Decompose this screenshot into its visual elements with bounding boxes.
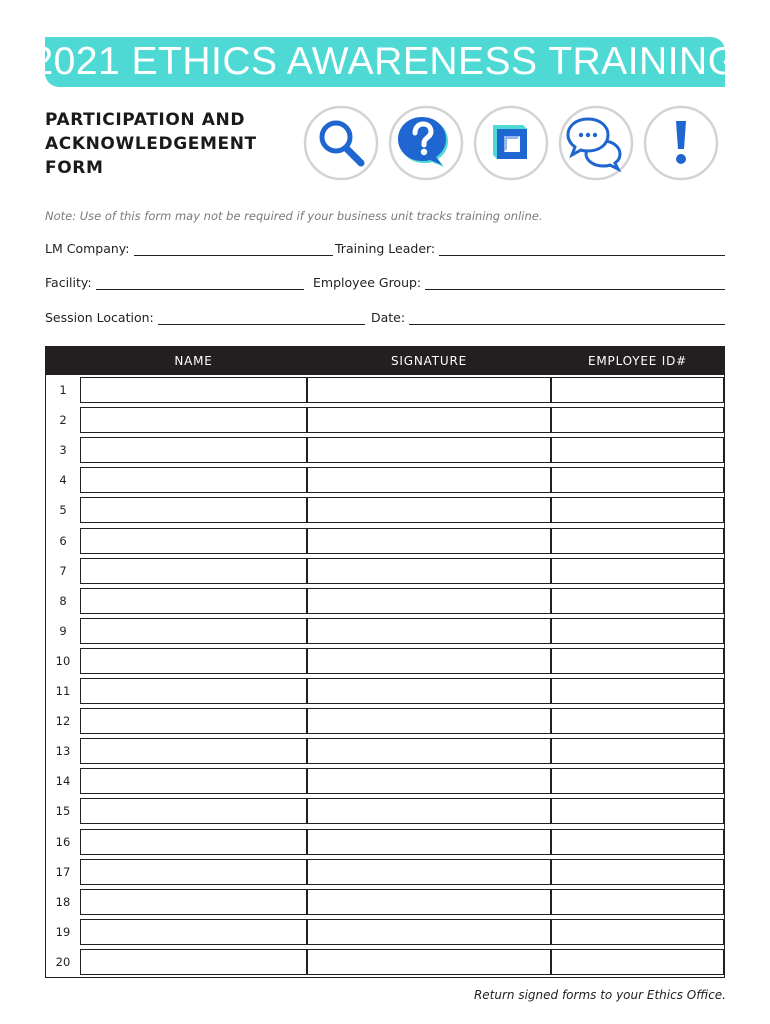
table-row <box>46 405 724 435</box>
table-row <box>46 887 724 917</box>
signature-cell[interactable] <box>307 648 551 674</box>
signature-cell[interactable] <box>307 467 551 493</box>
name-cell[interactable] <box>80 467 307 493</box>
row-number: 13 <box>55 744 71 759</box>
row-number: 15 <box>55 804 71 819</box>
session-location-field[interactable] <box>45 307 365 325</box>
signature-cell[interactable] <box>307 618 551 644</box>
date-line <box>409 310 725 325</box>
employee-id-cell[interactable] <box>551 618 724 644</box>
table-row <box>46 827 724 857</box>
employee-id-cell[interactable] <box>551 708 724 734</box>
date-label: Date: <box>371 310 406 325</box>
signature-cell[interactable] <box>307 798 551 824</box>
name-cell[interactable] <box>80 859 307 885</box>
table-row <box>46 796 724 826</box>
name-cell[interactable] <box>80 738 307 764</box>
row-number: 19 <box>55 924 71 939</box>
name-cell[interactable] <box>80 437 307 463</box>
name-cell[interactable] <box>80 558 307 584</box>
row-number: 12 <box>55 714 71 729</box>
form-title-line-2: ACKNOWLEDGEMENT <box>45 134 257 154</box>
signature-cell[interactable] <box>307 889 551 915</box>
table-row <box>46 375 724 405</box>
employee-id-cell[interactable] <box>551 798 724 824</box>
row-number: 14 <box>55 774 71 789</box>
name-cell[interactable] <box>80 829 307 855</box>
name-cell[interactable] <box>80 919 307 945</box>
field-row-1 <box>45 238 725 256</box>
employee-id-cell[interactable] <box>551 768 724 794</box>
form-title <box>45 108 257 180</box>
table-row <box>46 646 724 676</box>
signature-cell[interactable] <box>307 919 551 945</box>
date-field[interactable] <box>371 307 725 325</box>
name-cell[interactable] <box>80 407 307 433</box>
training-leader-line <box>439 241 725 256</box>
signature-cell[interactable] <box>307 949 551 975</box>
table-row <box>46 526 724 556</box>
row-number: 6 <box>59 533 67 548</box>
title-banner <box>31 37 739 87</box>
form-title-line-1: PARTICIPATION AND <box>45 110 246 130</box>
row-number: 16 <box>55 834 71 849</box>
name-cell[interactable] <box>80 648 307 674</box>
signature-cell[interactable] <box>307 738 551 764</box>
employee-id-cell[interactable] <box>551 949 724 975</box>
exclamation-icon <box>643 105 719 181</box>
signature-cell[interactable] <box>307 829 551 855</box>
form-title-line-3: FORM <box>45 158 104 178</box>
magnifier-icon <box>303 105 379 181</box>
row-number: 4 <box>59 473 67 488</box>
row-number: 1 <box>59 383 67 398</box>
signature-cell[interactable] <box>307 678 551 704</box>
table-row <box>46 465 724 495</box>
name-cell[interactable] <box>80 678 307 704</box>
employee-id-cell[interactable] <box>551 738 724 764</box>
signature-cell[interactable] <box>307 497 551 523</box>
row-number: 20 <box>55 954 71 969</box>
row-number: 10 <box>55 653 71 668</box>
participant-table <box>45 346 725 978</box>
table-row <box>46 586 724 616</box>
employee-id-cell[interactable] <box>551 467 724 493</box>
name-cell[interactable] <box>80 618 307 644</box>
name-cell[interactable] <box>80 588 307 614</box>
row-number: 17 <box>55 864 71 879</box>
row-number: 7 <box>59 563 67 578</box>
icon-strip <box>303 105 723 185</box>
name-cell[interactable] <box>80 949 307 975</box>
name-cell[interactable] <box>80 768 307 794</box>
employee-id-cell[interactable] <box>551 558 724 584</box>
training-leader-field[interactable] <box>335 238 725 256</box>
employee-id-cell[interactable] <box>551 919 724 945</box>
field-row-2 <box>45 272 725 290</box>
session-location-label: Session Location: <box>45 310 154 325</box>
training-leader-label: Training Leader: <box>335 241 436 256</box>
square-frame-icon <box>473 105 549 181</box>
session-location-line <box>158 310 365 325</box>
name-cell[interactable] <box>80 889 307 915</box>
lm-company-line <box>134 241 334 256</box>
signature-cell[interactable] <box>307 859 551 885</box>
signature-cell[interactable] <box>307 708 551 734</box>
field-row-3 <box>45 307 725 325</box>
signature-cell[interactable] <box>307 528 551 554</box>
table-row <box>46 676 724 706</box>
row-number: 9 <box>59 623 67 638</box>
row-number: 11 <box>55 684 71 699</box>
table-row <box>46 736 724 766</box>
facility-line <box>96 275 304 290</box>
row-number: 3 <box>59 443 67 458</box>
table-body <box>46 375 724 977</box>
chat-bubbles-icon <box>558 105 634 181</box>
employee-id-cell[interactable] <box>551 889 724 915</box>
table-row <box>46 616 724 646</box>
name-cell[interactable] <box>80 528 307 554</box>
employee-id-cell[interactable] <box>551 588 724 614</box>
signature-cell[interactable] <box>307 768 551 794</box>
table-row <box>46 947 724 977</box>
table-header <box>46 347 724 375</box>
table-row <box>46 766 724 796</box>
header-employee-id: EMPLOYEE ID# <box>588 354 687 368</box>
table-row <box>46 917 724 947</box>
employee-id-cell[interactable] <box>551 497 724 523</box>
employee-id-cell[interactable] <box>551 678 724 704</box>
form-note: Note: Use of this form may not be required if your business unit tracks training online. <box>45 209 543 223</box>
employee-id-cell[interactable] <box>551 528 724 554</box>
employee-id-cell[interactable] <box>551 437 724 463</box>
footer-note: Return signed forms to your Ethics Office. <box>473 988 726 1002</box>
employee-group-field[interactable] <box>313 272 725 290</box>
table-row <box>46 857 724 887</box>
name-cell[interactable] <box>80 708 307 734</box>
signature-cell[interactable] <box>307 558 551 584</box>
row-number: 18 <box>55 894 71 909</box>
table-row <box>46 556 724 586</box>
table-row <box>46 706 724 736</box>
employee-id-cell[interactable] <box>551 377 724 403</box>
name-cell[interactable] <box>80 377 307 403</box>
facility-field[interactable] <box>45 272 304 290</box>
signature-cell[interactable] <box>307 407 551 433</box>
name-cell[interactable] <box>80 798 307 824</box>
row-number: 5 <box>59 503 67 518</box>
signature-cell[interactable] <box>307 588 551 614</box>
employee-id-cell[interactable] <box>551 859 724 885</box>
lm-company-field[interactable] <box>45 238 333 256</box>
row-number: 2 <box>59 413 67 428</box>
employee-id-cell[interactable] <box>551 407 724 433</box>
facility-label: Facility: <box>45 275 92 290</box>
header-name: NAME <box>174 354 213 368</box>
question-bubble-icon <box>388 105 464 181</box>
name-cell[interactable] <box>80 497 307 523</box>
table-row <box>46 495 724 525</box>
employee-group-label: Employee Group: <box>313 275 422 290</box>
row-number: 8 <box>59 593 67 608</box>
employee-id-cell[interactable] <box>551 829 724 855</box>
employee-id-cell[interactable] <box>551 648 724 674</box>
table-row <box>46 435 724 465</box>
header-signature: SIGNATURE <box>391 354 467 368</box>
banner-title: 2021 ETHICS AWARENESS TRAINING <box>31 40 739 83</box>
lm-company-label: LM Company: <box>45 241 130 256</box>
signature-cell[interactable] <box>307 377 551 403</box>
employee-group-line <box>425 275 725 290</box>
signature-cell[interactable] <box>307 437 551 463</box>
